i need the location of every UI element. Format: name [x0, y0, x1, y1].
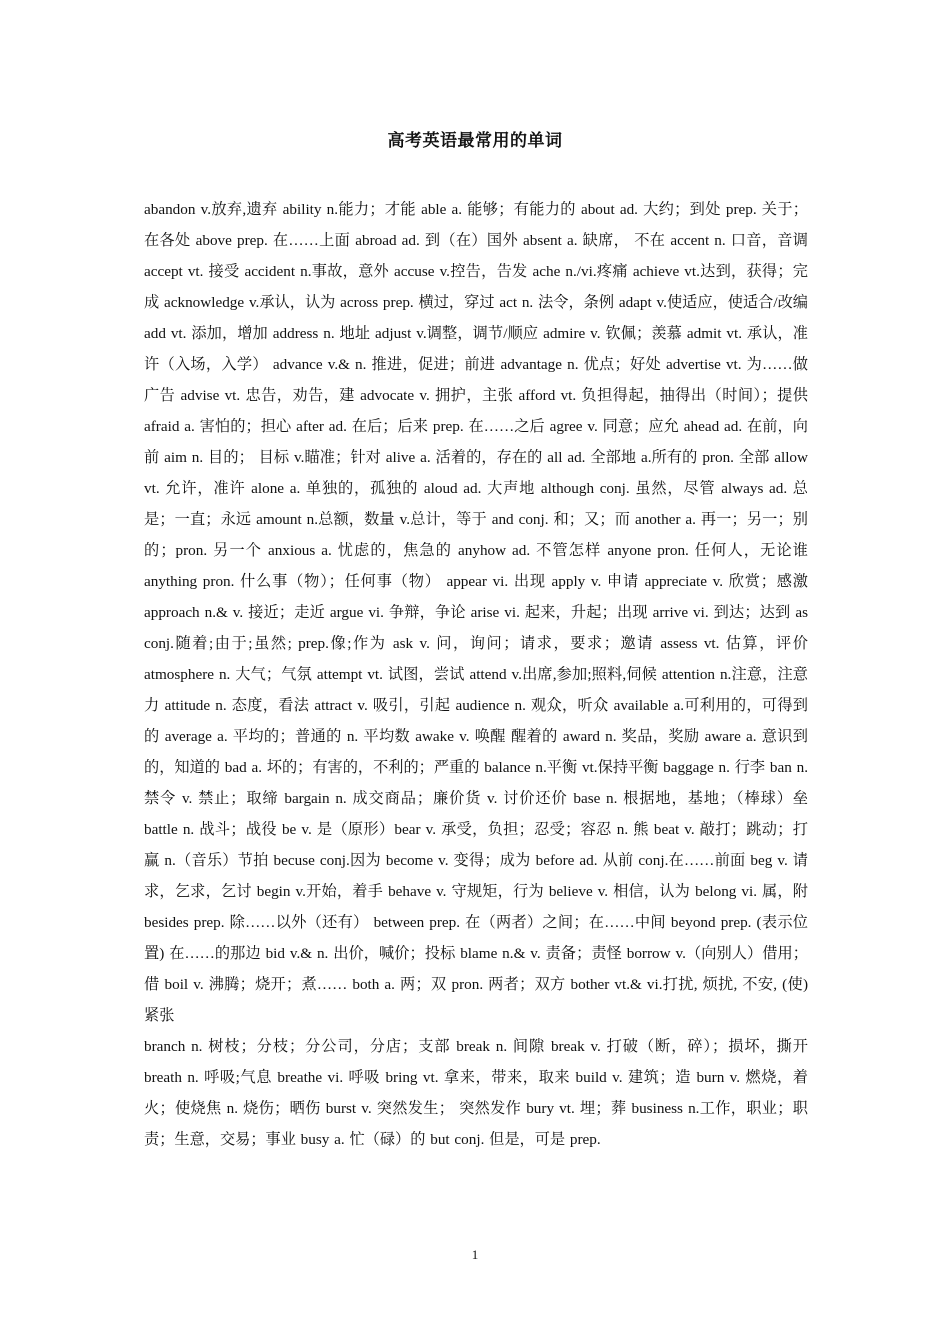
page-number: 1	[471, 1247, 479, 1262]
document-title: 高考英语最常用的单词	[387, 131, 563, 150]
vocabulary-paragraph: abandon v.放弃,遗弃 ability n.能力；才能 able a. 能够；有能力的 about ad. 大约；到处 prep. 关于；在各处 above prep. 在……上面 abroad ad. 到（在）国外 absent a. 缺席， 不在 accent n. 口音，音调 accept vt. 接受 accident n.事故，意外 accuse v.控告，告发 ache n./vi.疼痛 achieve vt.达到，获得；完成 acknowledge v.承认，认为 across prep. 横过，穿过 act n. 法令，条例 adapt v.使适应，使适合/改编 add vt. 添加，增加 address n. 地址 adjust v.调整，调节/顺应 admire v. 钦佩；羡慕 admit vt. 承认，准许（入场，入学） advance v.& n. 推进，促进；前进 advantage n. 优点；好处 advertise vt. 为……做广告 advise vt. 忠告，劝告，建 advocate v. 拥护，主张 afford vt. 负担得起，抽得出（时间）；提供 afraid a. 害怕的；担心 after ad. 在后；后来 prep. 在……之后 agree v. 同意；应允 ahead ad. 在前，向前 aim n. 目的； 目标 v.瞄准；针对 alive a. 活着的，存在的 all ad. 全部地 a.所有的 pron. 全部 allow vt. 允许，准许 alone a. 单独的，孤独的 aloud ad. 大声地 although conj. 虽然，尽管 always ad. 总是；一直；永远 amount n.总额，数量 v.总计，等于 and conj. 和；又；而 another a. 再一；另一；别的；pron. 另一个 anxious a. 忧虑的，焦急的 anyhow ad. 不管怎样 anyone pron. 任何人，无论谁 anything pron. 什么事（物）；任何事（物） appear vi. 出现 apply v. 申请 appreciate v. 欣赏；感激 approach n.& v. 接近；走近 argue vi. 争辩，争论 arise vi. 起来，升起；出现 arrive vi. 到达；达到 as conj.随着;由于;虽然; prep.像;作为 ask v. 问，询问；请求，要求；邀请 assess vt. 估算，评价 atmosphere n. 大气；气氛 attempt vt. 试图，尝试 attend v.出席,参加;照料,伺候 attention n.注意，注意力 attitude n. 态度，看法 attract v. 吸引，引起 audience n. 观众，听众 available a.可利用的，可得到的 average a. 平均的；普通的 n. 平均数 awake v. 唤醒 醒着的 award n. 奖品，奖励 aware a. 意识到的，知道的 bad a. 坏的；有害的，不利的；严重的 balance n.平衡 vt.保持平衡 baggage n. 行李 ban n. 禁令 v. 禁止；取缔 bargain n. 成交商品；廉价货 v. 讨价还价 base n. 根据地，基地；（棒球）垒 battle n. 战斗；战役 be v. 是（原形）bear v. 承受，负担；忍受；容忍 n. 熊 beat v. 敲打；跳动；打赢 n.（音乐）节拍 becuse conj.因为 become v. 变得；成为 before ad. 从前 conj.在……前面 beg v. 请求，乞求，乞讨 begin v.开始，着手 behave v. 守规矩，行为 believe v. 相信，认为 belong vi. 属，附 besides prep. 除……以外（还有） between prep. 在（两者）之间；在……中间 beyond prep. (表示位置) 在……的那边 bid v.& n. 出价，喊价；投标 blame n.& v. 责备；责怪 borrow v.（向别人）借用；借 boil v. 沸腾；烧开；煮…… both a. 两；双 pron. 两者；双方 bother vt.& vi.打扰, 烦扰, 不安, (使)紧张	[144, 201, 808, 1024]
vocabulary-list	[144, 194, 808, 1155]
vocabulary-paragraph: branch n. 树枝；分枝；分公司，分店；支部 break n. 间隙 break v. 打破（断，碎）；损坏，撕开 breath n. 呼吸;气息 breathe vi. 呼吸 bring vt. 拿来，带来，取来 build v. 建筑；造 burn v. 燃烧，着火；使烧焦 n. 烧伤；晒伤 burst v. 突然发生； 突然发作 bury vt. 埋；葬 business n.工作，职业；职责；生意，交易；事业 busy a. 忙（碌）的 but conj. 但是，可是 prep.	[144, 1038, 808, 1148]
